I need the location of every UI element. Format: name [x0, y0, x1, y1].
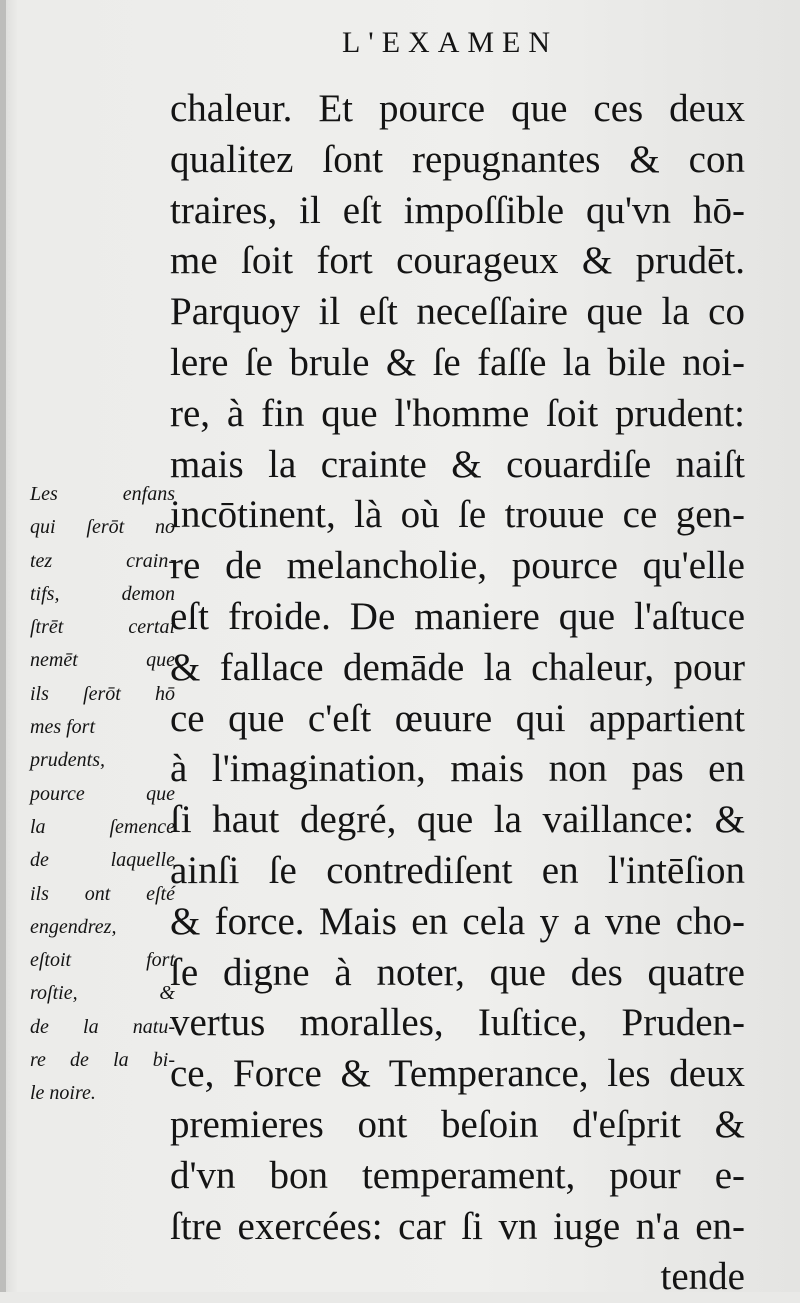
text-line: qualitez ſont repugnantes & con [170, 137, 745, 181]
main-text-block [170, 84, 745, 1303]
marginal-note-line: mes fort [30, 716, 95, 739]
text-line: ſtre exercées: car ſi vn iuge n'a en- [170, 1204, 745, 1248]
text-line: chaleur. Et pource que ces deux [170, 87, 745, 130]
marginal-note-line: tez crain- [30, 549, 175, 572]
text-line: & force. Mais en cela y a vne cho- [170, 899, 745, 943]
marginal-note-line: de laquelle [30, 849, 175, 872]
marginal-note-line: Les enfans [30, 483, 175, 505]
marginal-note-line: roſtie, & [30, 982, 175, 1005]
text-line: mais la crainte & couardiſe naiſt [170, 442, 745, 486]
text-line: ce que c'eſt œuure qui appartient [170, 696, 745, 740]
marginal-note-line: la ſemence [30, 815, 175, 838]
text-line: ſi haut degré, que la vaillance: & [170, 798, 745, 842]
marginal-note-line: de la natu- [30, 1015, 175, 1038]
text-line: traires, il eſt impoſſible qu'vn hō- [170, 188, 745, 232]
text-line: & fallace demāde la chaleur, pour [170, 645, 745, 689]
marginal-note-line: pource que [30, 782, 175, 805]
marginal-note-line: prudents, [30, 749, 105, 772]
marginal-note-line: le noire. [30, 1082, 96, 1105]
marginal-note-line: eſtoit fort [30, 949, 175, 972]
text-line: Parquoy il eſt neceſſaire que la co [170, 290, 745, 334]
running-head [0, 26, 800, 60]
marginal-note-line: nemēt que [30, 649, 175, 672]
marginal-note-line: engendrez, [30, 915, 117, 938]
marginal-note-line: re de la bi- [30, 1049, 175, 1072]
text-line: premieres ont beſoin d'eſprit & [170, 1102, 745, 1146]
text-line: lere ſe brule & ſe faſſe la bile noi- [170, 340, 745, 384]
marginal-note-line: qui ſerōt no [30, 516, 175, 539]
text-line: re, à fin que l'homme ſoit prudent: [170, 391, 745, 435]
text-line: ainſi ſe contrediſent en l'intēſion [170, 848, 745, 892]
marginal-note-line: ils ont eſté [30, 882, 175, 905]
text-line: me ſoit fort courageux & prudēt. [170, 239, 745, 283]
text-line: eſt froide. De maniere que l'aſtuce [170, 594, 745, 638]
text-line: à l'imagination, mais non pas en [170, 747, 745, 791]
text-line: ſe digne à noter, que des quatre [170, 950, 745, 994]
text-line: incōtinent, là où ſe trouue ce gen- [170, 493, 745, 537]
text-line: vertus moralles, Iuſtice, Pruden- [170, 1001, 745, 1045]
marginal-note [30, 478, 175, 1111]
running-head-text: L'EXAMEN [341, 26, 559, 59]
marginal-note-line: ſtrēt certai [30, 616, 175, 639]
text-line: tende [660, 1255, 745, 1299]
text-line: ce, Force & Temperance, les deux [170, 1052, 745, 1096]
text-line: re de melancholie, pource qu'elle [170, 544, 745, 588]
page-edge-shadow [0, 0, 6, 1292]
text-line: d'vn bon temperament, pour e- [170, 1153, 745, 1197]
marginal-note-line: tifs, demon [30, 582, 175, 605]
marginal-note-line: ils ſerōt hō [30, 682, 175, 705]
